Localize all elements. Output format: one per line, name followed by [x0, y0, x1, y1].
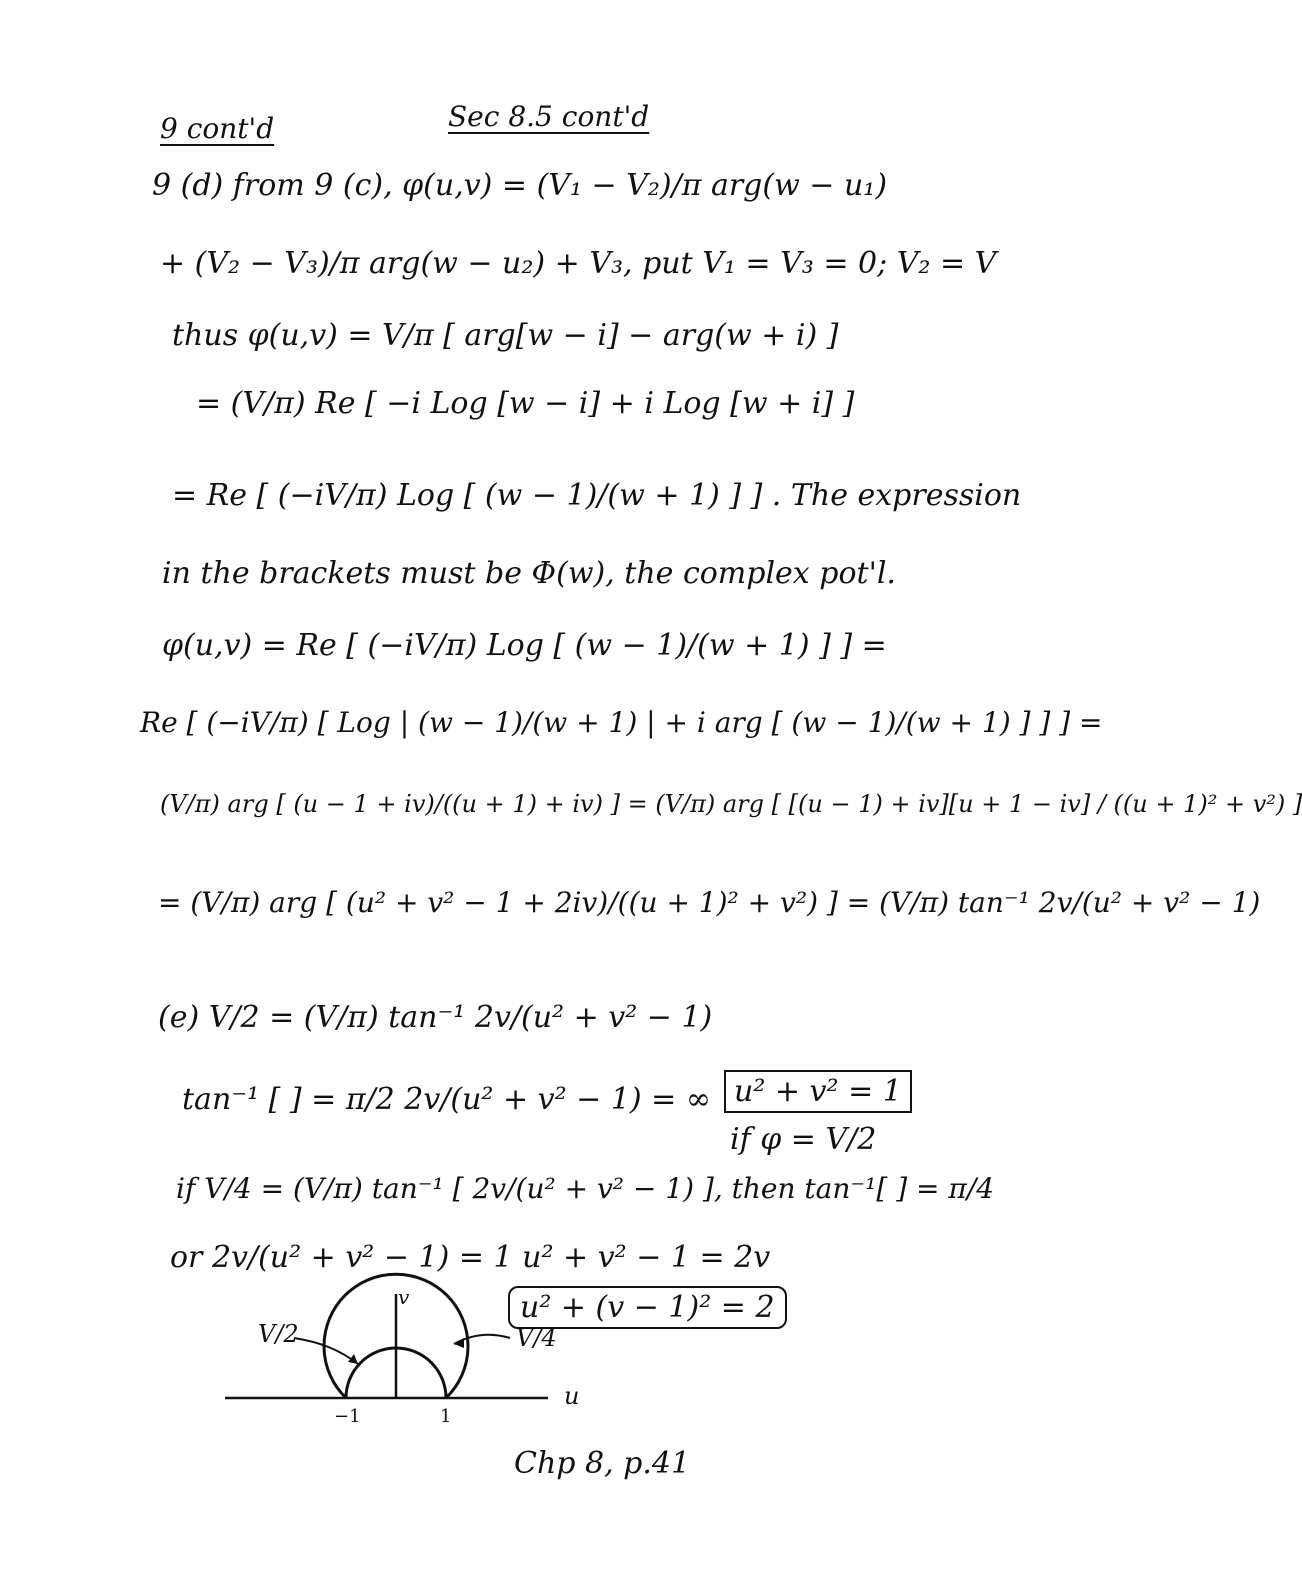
page-footer: Chp 8, p.41	[514, 1446, 691, 1481]
circle-sketch	[210, 1280, 670, 1440]
boxed-circle-equation: u² + v² = 1	[724, 1070, 912, 1113]
line-12: tan⁻¹ [ ] = π/2 2v/(u² + v² − 1) = ∞	[182, 1082, 711, 1117]
line-13: if V/4 = (V/π) tan⁻¹ [ 2v/(u² + v² − 1) ], then tan⁻¹[ ] = π/4	[176, 1172, 995, 1205]
header-center: Sec 8.5 cont'd	[448, 100, 650, 133]
line-10: = (V/π) arg [ (u² + v² − 1 + 2iv)/((u + 1)² + v²) ] = (V/π) tan⁻¹ 2v/(u² + v² − 1)	[158, 886, 1261, 919]
header-left: 9 cont'd	[160, 112, 275, 145]
line-11: (e) V/2 = (V/π) tan⁻¹ 2v/(u² + v² − 1)	[158, 1000, 713, 1035]
label-axis-v: v	[398, 1285, 410, 1309]
label-axis-u: u	[564, 1382, 580, 1410]
line-7: φ(u,v) = Re [ (−iV/π) Log [ (w − 1)/(w + 1) ] ] =	[162, 628, 887, 663]
line-14: or 2v/(u² + v² − 1) = 1 u² + v² − 1 = 2v	[170, 1240, 771, 1275]
tick-one: 1	[440, 1406, 452, 1427]
line-1: 9 (d) from 9 (c), φ(u,v) = (V₁ − V₂)/π arg(w − u₁)	[152, 168, 888, 203]
boxed-note: if φ = V/2	[730, 1122, 877, 1157]
tick-neg-one: −1	[334, 1406, 361, 1427]
line-2: + (V₂ − V₃)/π arg(w − u₂) + V₃, put V₁ = V₃ = 0; V₂ = V	[160, 246, 997, 281]
line-6: in the brackets must be Φ(w), the complex pot'l.	[162, 556, 896, 591]
line-3: thus φ(u,v) = V/π [ arg[w − i] − arg(w + i) ]	[172, 318, 839, 353]
line-5: = Re [ (−iV/π) Log [ (w − 1)/(w + 1) ] ] . The expression	[172, 478, 1022, 513]
line-4: = (V/π) Re [ −i Log [w − i] + i Log [w + i] ]	[196, 386, 855, 421]
label-v4: V/4	[516, 1324, 557, 1352]
label-v2: V/2	[258, 1320, 299, 1348]
line-9: (V/π) arg [ (u − 1 + iv)/((u + 1) + iv) ] = (V/π) arg [ [(u − 1) + iv][u + 1 − iv] / ((u + 1)² + v²) ]	[160, 790, 1302, 818]
boxed-circle-equation-2: u² + (v − 1)² = 2	[508, 1286, 787, 1329]
line-8: Re [ (−iV/π) [ Log | (w − 1)/(w + 1) | + i arg [ (w − 1)/(w + 1) ] ] ] =	[140, 706, 1103, 739]
